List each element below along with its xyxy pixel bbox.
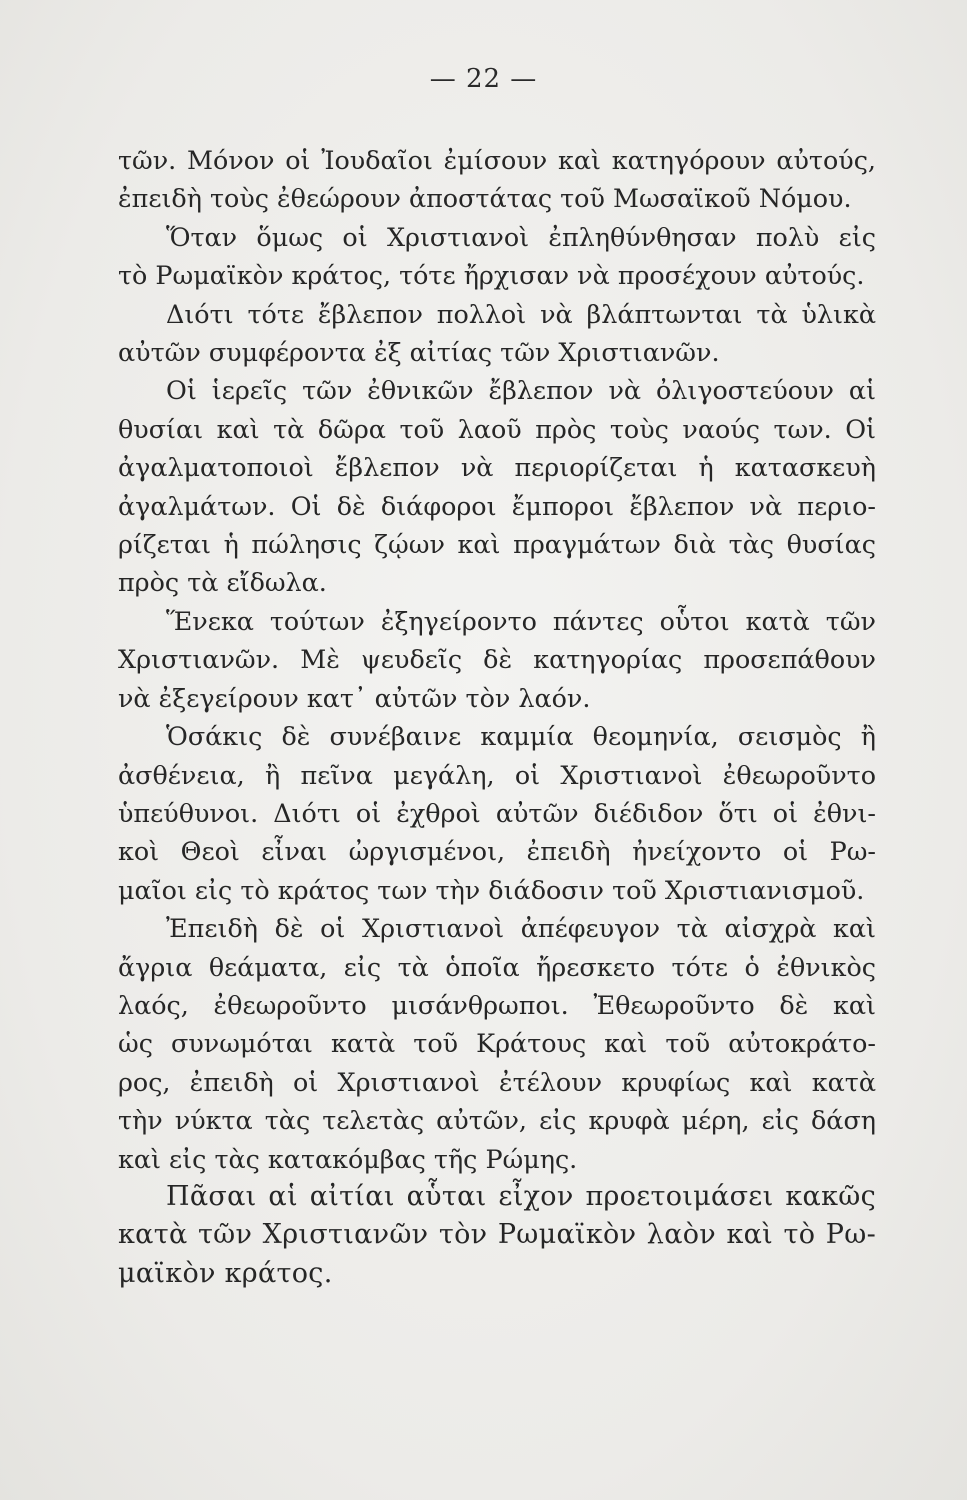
text-line: ὑπεύθυνοι. Διότι οἱ ἐχθροὶ αὐτῶν διέδιδον ὅτι οἱ ἐθνι- (118, 797, 876, 828)
text-line: λαός, ἐθεωροῦντο μισάνθρωποι. Ἐθεωροῦντο δὲ καὶ (118, 989, 876, 1020)
text-line: Ἕνεκα τούτων ἐξηγείροντο πάντες οὗτοι κατὰ τῶν (166, 605, 876, 636)
text-line: Ἐπειδὴ δὲ οἱ Χριστιανοὶ ἀπέφευγον τὰ αἰσχρὰ καὶ (166, 913, 876, 944)
text-line: τὴν νύκτα τὰς τελετὰς αὐτῶν, εἰς κρυφὰ μέρη, εἰς δάση (118, 1105, 876, 1136)
text-line: νὰ ἐξεγείρουν κατ᾽ αὐτῶν τὸν λαόν. (118, 682, 591, 713)
text-line: καὶ εἰς τὰς κατακόμβας τῆς Ρώμης. (118, 1143, 578, 1174)
text-line: ρος, ἐπειδὴ οἱ Χριστιανοὶ ἐτέλουν κρυφίως καὶ κατὰ (118, 1066, 876, 1097)
text-line: ἄγρια θεάματα, εἰς τὰ ὁποῖα ἤρεσκετο τότε ὁ ἐθνικὸς (118, 951, 876, 982)
text-line: ἀγαλμάτων. Οἱ δὲ διάφοροι ἔμποροι ἔβλεπον νὰ περιο- (118, 490, 876, 521)
text-line: μαῖοι εἰς τὸ κράτος των τὴν διάδοσιν τοῦ Χριστιανισμοῦ. (118, 874, 865, 905)
text-line: αὐτῶν συμφέροντα ἐξ αἰτίας τῶν Χριστιανῶν. (118, 337, 720, 368)
text-line: τὸ Ρωμαϊκὸν κράτος, τότε ἤρχισαν νὰ προσέχουν αὐτούς. (118, 260, 865, 291)
text-line: κατὰ τῶν Χριστιανῶν τὸν Ρωμαϊκὸν λαὸν καὶ τὸ Ρω- (118, 1219, 876, 1251)
text-line: ἀσθένεια, ἢ πεῖνα μεγάλη, οἱ Χριστιανοὶ ἐθεωροῦντο (118, 759, 876, 790)
text-line: Ὅταν ὅμως οἱ Χριστιανοὶ ἐπληθύνθησαν πολὺ εἰς (166, 221, 876, 252)
text-line: πρὸς τὰ εἴδωλα. (118, 567, 327, 598)
text-line: Πᾶσαι αἱ αἰτίαι αὗται εἶχον προετοιμάσει κακῶς (166, 1180, 876, 1212)
text-line: ἀγαλματοποιοὶ ἔβλεπον νὰ περιορίζεται ἡ κατασκευὴ (118, 452, 876, 483)
text-line: Ὁσάκις δὲ συνέβαινε καμμία θεομηνία, σεισμὸς ἢ (166, 721, 876, 752)
page-number: — 22 — (429, 64, 538, 94)
text-line: κοὶ Θεοὶ εἶναι ὠργισμένοι, ἐπειδὴ ἠνείχοντο οἱ Ρω- (118, 836, 876, 867)
text-line: ἐπειδὴ τοὺς ἐθεώρουν ἀποστάτας τοῦ Μωσαϊκοῦ Νόμου. (118, 183, 852, 214)
text-line: ὡς συνωμόται κατὰ τοῦ Κράτους καὶ τοῦ αὐτοκράτο- (118, 1028, 876, 1059)
body-text (118, 141, 876, 1293)
text-line: Διότι τότε ἔβλεπον πολλοὶ νὰ βλάπτωνται τὰ ὑλικὰ (166, 298, 876, 329)
text-line: μαϊκὸν κράτος. (118, 1257, 333, 1289)
text-line: θυσίαι καὶ τὰ δῶρα τοῦ λαοῦ πρὸς τοὺς ναούς των. Οἱ (118, 413, 876, 444)
text-line: ρίζεται ἡ πώλησις ζῴων καὶ πραγμάτων διὰ τὰς θυσίας (118, 529, 876, 560)
text-line: Χριστιανῶν. Μὲ ψευδεῖς δὲ κατηγορίας προσεπάθουν (118, 644, 876, 675)
text-line: τῶν. Μόνον οἱ Ἰουδαῖοι ἐμίσουν καὶ κατηγόρουν αὐτούς, (118, 145, 876, 175)
text-line: Οἱ ἱερεῖς τῶν ἐθνικῶν ἔβλεπον νὰ ὀλιγοστεύουν αἱ (166, 375, 876, 406)
